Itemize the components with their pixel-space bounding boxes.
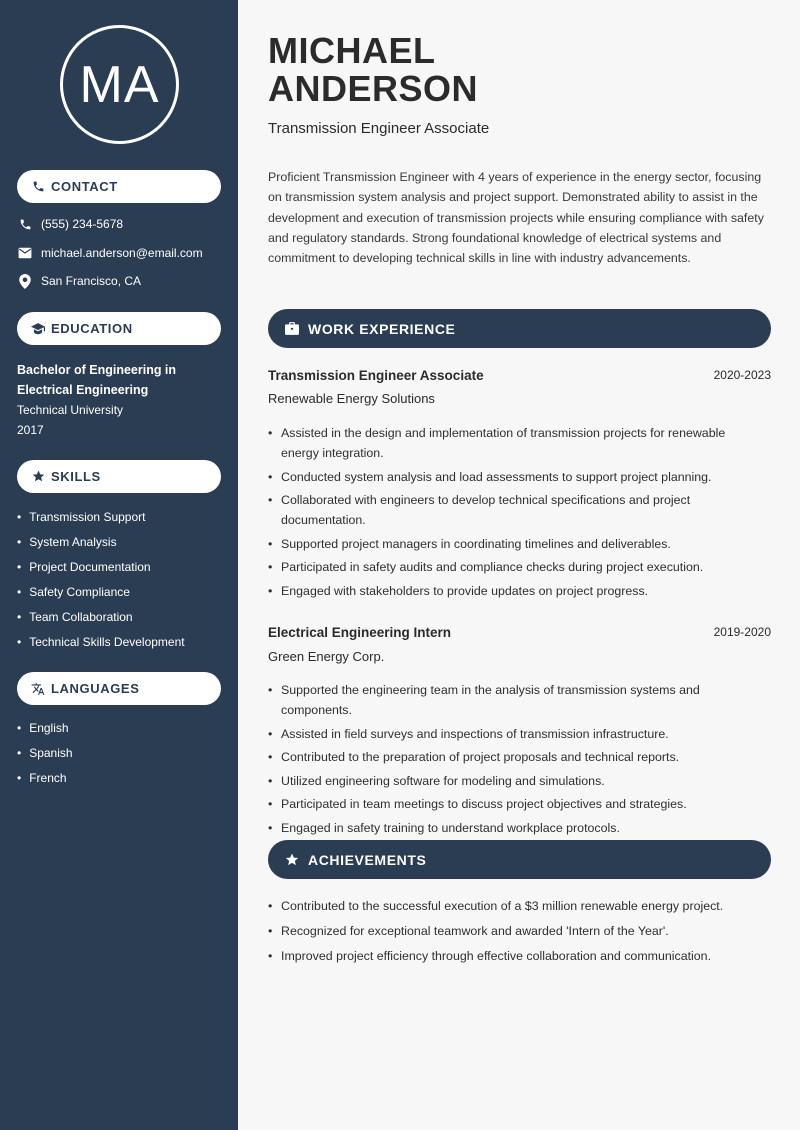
job-dates: 2020-2023 bbox=[713, 368, 771, 382]
job-company: Renewable Energy Solutions bbox=[268, 391, 435, 406]
job-title: Transmission Engineer Associate bbox=[268, 368, 484, 383]
skill-item: • Technical Skills Development bbox=[17, 632, 185, 657]
sidebar bbox=[0, 0, 238, 1130]
education-year: 2017 bbox=[17, 423, 44, 437]
work-experience-heading: WORK EXPERIENCE bbox=[308, 320, 456, 337]
education-heading-pill bbox=[17, 312, 221, 345]
education-heading: EDUCATION bbox=[51, 321, 133, 336]
job-bullet: • Engaged in safety training to understand workplace protocols. bbox=[268, 818, 738, 838]
translate-icon bbox=[31, 682, 45, 696]
envelope-icon bbox=[17, 245, 33, 261]
work-experience-heading-bar bbox=[268, 309, 771, 348]
candidate-name-first: MICHAEL bbox=[268, 30, 436, 71]
job-bullet: • Supported the engineering team in the analysis of transmission systems and components. bbox=[268, 680, 738, 720]
skills-list bbox=[17, 507, 185, 657]
job-bullet: • Conducted system analysis and load assessments to support project planning. bbox=[268, 467, 738, 487]
language-item: • Spanish bbox=[17, 743, 73, 768]
job-bullet: • Collaborated with engineers to develop technical specifications and project documentation. bbox=[268, 490, 738, 530]
job-title: Electrical Engineering Intern bbox=[268, 625, 452, 640]
skill-item: • Project Documentation bbox=[17, 557, 185, 582]
skill-item: • Safety Compliance bbox=[17, 582, 185, 607]
star-icon bbox=[285, 853, 299, 867]
job-dates: 2019-2020 bbox=[713, 625, 771, 639]
languages-heading: LANGUAGES bbox=[51, 681, 140, 696]
avatar bbox=[60, 25, 179, 144]
language-item: • French bbox=[17, 768, 73, 793]
languages-heading-pill bbox=[17, 672, 221, 705]
skill-item: • System Analysis bbox=[17, 532, 185, 557]
job-bullet-list bbox=[268, 423, 738, 604]
phone-icon bbox=[31, 180, 45, 194]
achievements-list bbox=[268, 896, 773, 970]
star-icon bbox=[31, 470, 45, 484]
education-school: Technical University bbox=[17, 403, 124, 417]
candidate-title: Transmission Engineer Associate bbox=[268, 120, 490, 137]
language-item: • English bbox=[17, 718, 73, 743]
contact-phone-row bbox=[17, 216, 123, 232]
skill-item: • Transmission Support bbox=[17, 507, 185, 532]
contact-location: San Francisco, CA bbox=[41, 274, 142, 288]
achievement-item: • Recognized for exceptional teamwork and awarded 'Intern of the Year'. bbox=[268, 921, 773, 941]
job-bullet: • Supported project managers in coordinating timelines and deliverables. bbox=[268, 534, 738, 554]
contact-email-row bbox=[17, 245, 203, 261]
briefcase-icon bbox=[285, 322, 299, 336]
job-bullet-list bbox=[268, 680, 738, 841]
achievements-heading-bar bbox=[268, 840, 771, 879]
achievements-heading: ACHIEVEMENTS bbox=[308, 851, 427, 868]
contact-email[interactable]: michael.anderson@email.com bbox=[41, 246, 203, 260]
phone-icon bbox=[17, 216, 33, 232]
skill-item: • Team Collaboration bbox=[17, 607, 185, 632]
job-bullet: • Participated in safety audits and compliance checks during project execution. bbox=[268, 557, 738, 577]
map-pin-icon bbox=[17, 273, 33, 289]
contact-phone[interactable]: (555) 234-5678 bbox=[41, 217, 124, 231]
languages-list bbox=[17, 718, 73, 793]
graduation-cap-icon bbox=[31, 322, 45, 336]
skills-heading-pill bbox=[17, 460, 221, 493]
contact-heading-pill bbox=[17, 170, 221, 203]
candidate-name-last: ANDERSON bbox=[268, 68, 479, 109]
skills-heading: SKILLS bbox=[51, 469, 101, 484]
job-bullet: • Assisted in the design and implementation of transmission projects for renewable energy integration. bbox=[268, 423, 738, 463]
job-bullet: • Participated in team meetings to discuss project objectives and strategies. bbox=[268, 794, 738, 814]
contact-heading: CONTACT bbox=[51, 179, 118, 194]
summary-paragraph: Proficient Transmission Engineer with 4 years of experience in the energy sector, focusing on transmission system analysis and project support. Demonstrated ability to assist in the development and execution of transmission projects while ensuring compliance with safety and regulatory standards. Strong foundational knowledge of electrical systems and commitment to developing technical skills in line with industry advancements. bbox=[268, 170, 764, 266]
contact-location-row bbox=[17, 273, 141, 289]
job-company: Green Energy Corp. bbox=[268, 649, 385, 664]
achievement-item: • Contributed to the successful execution of a $3 million renewable energy project. bbox=[268, 896, 773, 916]
achievement-item: • Improved project efficiency through effective collaboration and communication. bbox=[268, 946, 773, 966]
education-degree: Bachelor of Engineering in Electrical Engineering bbox=[17, 363, 177, 397]
job-bullet: • Assisted in field surveys and inspections of transmission infrastructure. bbox=[268, 724, 738, 744]
job-bullet: • Contributed to the preparation of project proposals and technical reports. bbox=[268, 747, 738, 767]
candidate-name bbox=[268, 32, 478, 108]
job-bullet: • Utilized engineering software for modeling and simulations. bbox=[268, 771, 738, 791]
job-bullet: • Engaged with stakeholders to provide updates on project progress. bbox=[268, 581, 738, 601]
avatar-initials: MA bbox=[79, 55, 160, 114]
